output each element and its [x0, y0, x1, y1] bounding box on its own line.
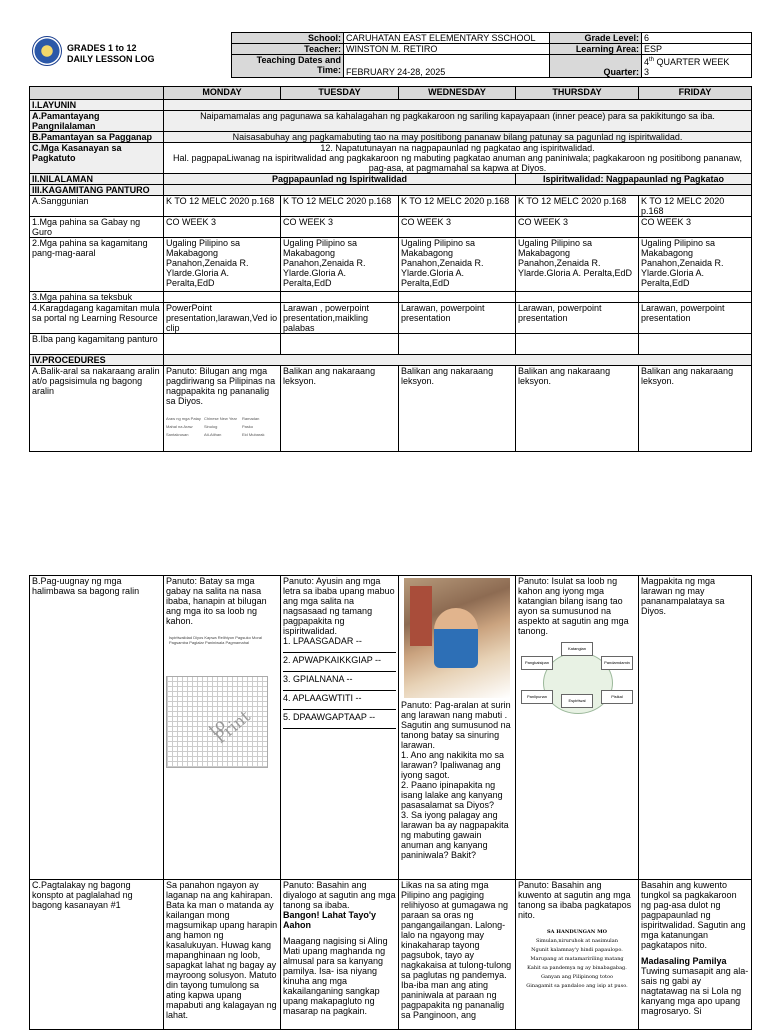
corner-cell: [30, 87, 164, 100]
karagdagang-friday: Larawan, powerpoint presentation: [639, 303, 752, 334]
sanggunian-thursday: K TO 12 MELC 2020 p.168: [516, 196, 639, 217]
school-value: CARUHATAN EAST ELEMENTARY SSCHOOL: [344, 33, 550, 44]
sanggunian-friday: K TO 12 MELC 2020 p.168: [639, 196, 752, 217]
balik-label: A.Balik-aral sa nakaraang aralin at/o pagsisimula ng bagong aralin: [30, 366, 164, 452]
poem-line: Kahit sa pandemya ng ay binabagabag.: [527, 965, 627, 971]
traits-diagram: [521, 642, 633, 727]
paguugnay-thursday-instruction: Panuto: Isulat sa loob ng kahon ang iyong mga katangian bilang isang tao ayon sa sumusunod na aspekto at sagutin ang mga tanong.: [518, 576, 629, 636]
gabay-monday: CO WEEK 3: [164, 217, 281, 238]
poem-line: Simulan,niruruhok at nasimulan: [536, 938, 618, 944]
kasanayan-line-1: 12. Napatutunayan na nagpapaunlad ng pagkatao ang ispiritwalidad.: [320, 143, 595, 153]
section-layunin: I.LAYUNIN: [30, 100, 164, 111]
scrambled-item: 1. LPAASGADAR --: [283, 636, 362, 646]
diagram-box: Pangkaisipan: [521, 656, 553, 670]
diagram-box: Panlipunan: [521, 690, 553, 704]
pagtalakay-friday-intro: Basahin ang kuwento tungkol sa pagkakaroon ng pag-asa dulot ng pagpapaunlad ng ispiritwalidad. Sagutin ang mga katanungan pagkatapos nito.: [641, 880, 746, 950]
paguugnay-wednesday-text: Panuto: Pag-aralan at surin ang larawan nang mabuti . Sagutin ang sumusunod na tanong batay sa sinuring larawan. 1. Ano ang nakikita mo sa larawan? Ipaliwanag ang iyong sagot. 2. Paano ipinapakita ng isang lalake ang kanyang pasasalamat sa Diyos? 3. Sa iyong palagay ang larawan ba ay nagpapakita ng mabuting gawain anuman ang kanyang paniniwala? Bakit?: [401, 700, 511, 860]
grade-label: Grade Level:: [550, 33, 642, 44]
nilalaman-label: II.NILALAMAN: [30, 174, 164, 185]
diagram-center-box: Katangian: [561, 642, 593, 656]
header-info-table: [231, 32, 752, 78]
paguugnay-friday: Magpakita ng mga larawan ng may pananampalataya sa Diyos.: [639, 576, 752, 880]
kagamitan-label: III.KAGAMITANG PANTURO: [30, 185, 164, 196]
pagtalakay-thursday-intro: Panuto: Basahin ang kuwento at sagutin ang mga tanong sa ibaba pagkatapos nito.: [518, 880, 632, 920]
pagtalakay-thursday: [516, 880, 639, 1030]
to-print-watermark: to Print: [204, 706, 254, 748]
iba-friday: [639, 334, 752, 355]
friday-story-body: Tuwing sumasapit ang ala-sais ng gabi ay nagtatawag na si Lola ng kanyang mga apo upang magrosaryo. Si: [641, 966, 749, 1016]
karagdagang-wednesday: Larawan, powerpoint presentation: [399, 303, 516, 334]
procedures-label: IV.PROCEDURES: [30, 355, 164, 366]
kagamitan-fill: [164, 185, 752, 196]
word-item: Sinulog: [204, 424, 218, 429]
kasanayan-label: C.Mga Kasanayan sa Pagkatuto: [30, 143, 164, 174]
gabay-thursday: CO WEEK 3: [516, 217, 639, 238]
nilalaman-1: Pagpapaunlad ng Ispiritwalidad: [164, 174, 516, 185]
teksbuk-wednesday: [399, 292, 516, 303]
paguugnay-label: B.Pag-uugnay ng mga halimbawa sa bagong ralin: [30, 576, 164, 880]
answer-line: [283, 703, 396, 710]
scrambled-item: 2. APWAPKAIKKGIAP --: [283, 655, 382, 665]
iba-label: B.Iba pang kagamitang panturo: [30, 334, 164, 355]
diagram-box: Pandamdamin: [601, 656, 633, 670]
word-item: Ramadan: [242, 416, 260, 421]
dates-value: FEBRUARY 24-28, 2025: [344, 55, 550, 78]
day-friday: FRIDAY: [639, 87, 752, 100]
day-tuesday: TUESDAY: [281, 87, 399, 100]
paguugnay-tuesday: [281, 576, 399, 880]
poem-line: Ngunit kalamnay'y hindi papaulopo.: [531, 947, 623, 953]
word-item: Ati-Atihan: [204, 432, 222, 437]
week-value: 3: [644, 67, 650, 77]
dates-label-line-1: Teaching Dates and: [256, 55, 341, 65]
title-line-2: DAILY LESSON LOG: [67, 54, 155, 64]
nilalaman-2: Ispiritwalidad: Nagpapaunlad ng Pagkatao: [516, 174, 752, 185]
iba-thursday: [516, 334, 639, 355]
pangmag-thursday: Ugaling Pilipino sa Makabagong Panahon,Zenaida R. Ylarde.Gloria A. Peralta,EdD: [516, 238, 639, 292]
balik-monday: [164, 366, 281, 452]
quarter-label: Quarter:: [550, 55, 642, 78]
sanggunian-wednesday: K TO 12 MELC 2020 p.168: [399, 196, 516, 217]
grade-value: 6: [642, 33, 752, 44]
pagganap-text: Naisasabuhay ang pagkamabuting tao na may positibong pananaw bilang patunay sa pagunlad ng ispiritwalidad.: [164, 132, 752, 143]
iba-wednesday: [399, 334, 516, 355]
celebration-word-list: [166, 416, 278, 437]
balik-monday-instruction: Panuto: Bilugan ang mga pagdiriwang sa Pilipinas na nagpapakita ng pananalig sa Diyos.: [166, 366, 276, 406]
pangmag-label: 2.Mga pahina sa kagamitang pang-mag-aaral: [30, 238, 164, 292]
sanggunian-label: A.Sanggunian: [30, 196, 164, 217]
pamantayang-text: Naipamamalas ang pagunawa sa kahalagahan ng pagkakaroon ng sariling kapayapaan (inner peace) para sa pakikitungo sa iba.: [164, 111, 752, 132]
karagdagang-thursday: Larawan, powerpoint presentation: [516, 303, 639, 334]
pamantayang-label: A.Pamantayang Pangnilalaman: [30, 111, 164, 132]
paguugnay-monday: [164, 576, 281, 880]
pagtalakay-friday: [639, 880, 752, 1030]
layunin-fill: [164, 100, 752, 111]
iba-tuesday: [281, 334, 399, 355]
photo-child: [434, 608, 478, 668]
photo-altar: [410, 586, 432, 646]
quarter-text: QUARTER WEEK: [654, 57, 730, 67]
gabay-label: 1.Mga pahina sa Gabay ng Guro: [30, 217, 164, 238]
scrambled-item: 3. GPIALNANA --: [283, 674, 353, 684]
story-title: Bangon! Lahat Tayo'y Aahon: [283, 910, 376, 930]
area-label: Learning Area:: [550, 44, 642, 55]
answer-line: [283, 684, 396, 691]
gabay-friday: CO WEEK 3: [639, 217, 752, 238]
poem-line: Marupang at matamaririling matang: [530, 956, 624, 962]
karagdagang-tuesday: Larawan , powerpoint presentation,maikling palabas: [281, 303, 399, 334]
sanggunian-tuesday: K TO 12 MELC 2020 p.168: [281, 196, 399, 217]
pagtalakay-tuesday: [281, 880, 399, 1030]
answer-line: [283, 665, 396, 672]
poem-title: SA HANDUNGAN MO: [546, 929, 608, 935]
lesson-log-table-continued: [29, 575, 752, 1030]
area-value: ESP: [642, 44, 752, 55]
paguugnay-tuesday-instruction: Panuto: Ayusin ang mga letra sa ibaba upang mabuo ang mga salita na nagsasaad ng tamang pagpapakita ng ispiritwalidad.: [283, 576, 395, 636]
teksbuk-monday: [164, 292, 281, 303]
dates-label-line-2: Time:: [317, 65, 341, 75]
teksbuk-tuesday: [281, 292, 399, 303]
friday-story-title: Madasaling Pamilya: [641, 956, 727, 966]
pangmag-monday: Ugaling Pilipino sa Makabagong Panahon,Zenaida R. Ylarde.Gloria A. Peralta,EdD: [164, 238, 281, 292]
pagtalakay-wednesday: Likas na sa ating mga Pilipino ang pagiging relihiyoso at gumagawa ng paraan sa oras ng pangangailangan. Lalong-lalo na ngayong may kinakaharap tayong pagsubok, tayo ay nagkakaisa at tulong-tulong sa paglutas ng pandemya. Iba-iba man ang ating paniniwala at paraan ng pagpapakita ng pananalig sa Panginoon, ang: [399, 880, 516, 1030]
paguugnay-monday-instruction: Panuto: Batay sa mga gabay na salita na nasa ibaba, hanapin at bilugan ang mga ito sa loob ng kahon.: [166, 576, 267, 626]
word-item: Mahal na Araw: [166, 424, 193, 429]
teksbuk-label: 3.Mga pahina sa teksbuk: [30, 292, 164, 303]
pangmag-wednesday: Ugaling Pilipino sa Makabagong Panahon,Zenaida R. Ylarde.Gloria A. Peralta,EdD: [399, 238, 516, 292]
deped-seal-logo: [32, 36, 62, 66]
diagram-box: Pisikal: [601, 690, 633, 704]
praying-boy-photo: [404, 578, 510, 698]
day-monday: MONDAY: [164, 87, 281, 100]
paguugnay-thursday: [516, 576, 639, 880]
procedures-fill: [164, 355, 752, 366]
teacher-label: Teacher:: [232, 44, 344, 55]
school-label: School:: [232, 33, 344, 44]
pagtalakay-tuesday-intro: Panuto: Basahin ang diyalogo at sagutin ang mga tanong sa ibaba.: [283, 880, 396, 910]
karagdagang-label: 4.Karagdagang kagamitan mula sa portal ng Learning Resource: [30, 303, 164, 334]
iba-monday: [164, 334, 281, 355]
pagtalakay-monday: Sa panahon ngayon ay laganap na ang kahirapan. Bata ka man o matanda ay kailangan mong magsumikap upang harapin ang hamon ng kasalukuyan. Huwag kang mapanghinaan ng loob, sapagkat lahat ng bagay ay mayroong solusyon. Matuto din tayong tumulong sa ating kapwa upang mapabuti ang kalagayan ng lahat.: [164, 880, 281, 1030]
page-title: [67, 43, 155, 65]
word-item: Pasko: [242, 424, 254, 429]
balik-friday: Balikan ang nakaraang leksyon.: [639, 366, 752, 452]
word-item: Chinese New Year: [204, 416, 237, 421]
story-body: Maagang nagising si Aling Mati upang maghanda ng almusal para sa kanyang pamilya. Isa- isa niyang kinuha ang mga kakailanganing sangkap upang makapagluto ng masarap na pagkain.: [283, 936, 388, 1016]
day-thursday: THURSDAY: [516, 87, 639, 100]
quarter-value: [642, 55, 752, 78]
pagtalakay-label: C.Pagtalakay ng bagong konspto at paglalahad ng bagong kasanayan #1: [30, 880, 164, 1030]
title-line-1: GRADES 1 to 12: [67, 43, 137, 53]
gabay-tuesday: CO WEEK 3: [281, 217, 399, 238]
word-item: Santakrusan: [166, 432, 189, 437]
dates-label: [232, 55, 344, 78]
karagdagang-monday: PowerPoint presentation,larawan,Ved io clip: [164, 303, 281, 334]
teksbuk-friday: [639, 292, 752, 303]
word-search-puzzle: [166, 635, 268, 768]
scrambled-item: 4. APLAAGWTITI --: [283, 693, 362, 703]
answer-line: [283, 722, 396, 729]
lesson-log-table: [29, 86, 752, 452]
pangmag-tuesday: Ugaling Pilipino sa Makabagong Panahon,Zenaida R. Ylarde.Gloria A. Peralta,EdD: [281, 238, 399, 292]
day-wednesday: WEDNESDAY: [399, 87, 516, 100]
paguugnay-wednesday: [399, 576, 516, 880]
balik-thursday: Balikan ang nakaraang leksyon.: [516, 366, 639, 452]
teksbuk-thursday: [516, 292, 639, 303]
pangmag-friday: Ugaling Pilipino sa Makabagong Panahon,Zenaida R. Ylarde.Gloria A. Peralta,EdD: [639, 238, 752, 292]
balik-tuesday: Balikan ang nakaraang leksyon.: [281, 366, 399, 452]
balik-wednesday: Balikan ang nakaraang leksyon.: [399, 366, 516, 452]
scrambled-item: 5. DPAAWGAPTAAP --: [283, 712, 376, 722]
kasanayan-text: [164, 143, 752, 174]
quarter-number: 4: [644, 57, 650, 67]
diagram-box: Espiritwal: [561, 694, 593, 708]
puzzle-word-list: Ispiritwalidad Diyos Kapwa Relihiyon Pagsuko Moral Pagsamba Paglalar Paniniwala Pagmamahal: [169, 635, 262, 645]
word-item: Eid Mubarak: [242, 432, 265, 437]
word-item: Araw ng mga Patay: [166, 416, 201, 421]
quarter-suffix: th: [649, 57, 655, 63]
poem-line: Ganyan ang Pilipinong totoo: [540, 974, 614, 980]
poem-line: Ginagamit sa pandaloo ang isip at puso.: [526, 983, 628, 989]
answer-line: [283, 646, 396, 653]
gabay-wednesday: CO WEEK 3: [399, 217, 516, 238]
pagganap-label: B.Pamantayan sa Pagganap: [30, 132, 164, 143]
kasanayan-line-2: Hal. pagpapaLiwanag na ispiritwalidad ang pagkakaroon ng mabuting pagkatao anuman ang paniniwala; pagkakaroon ng positibong pananaw, pag-asa, at pagmamahal sa kapwa at Diyos.: [173, 153, 742, 173]
teacher-value: WINSTON M. RETIRO: [344, 44, 550, 55]
sanggunian-monday: K TO 12 MELC 2020 p.168: [164, 196, 281, 217]
